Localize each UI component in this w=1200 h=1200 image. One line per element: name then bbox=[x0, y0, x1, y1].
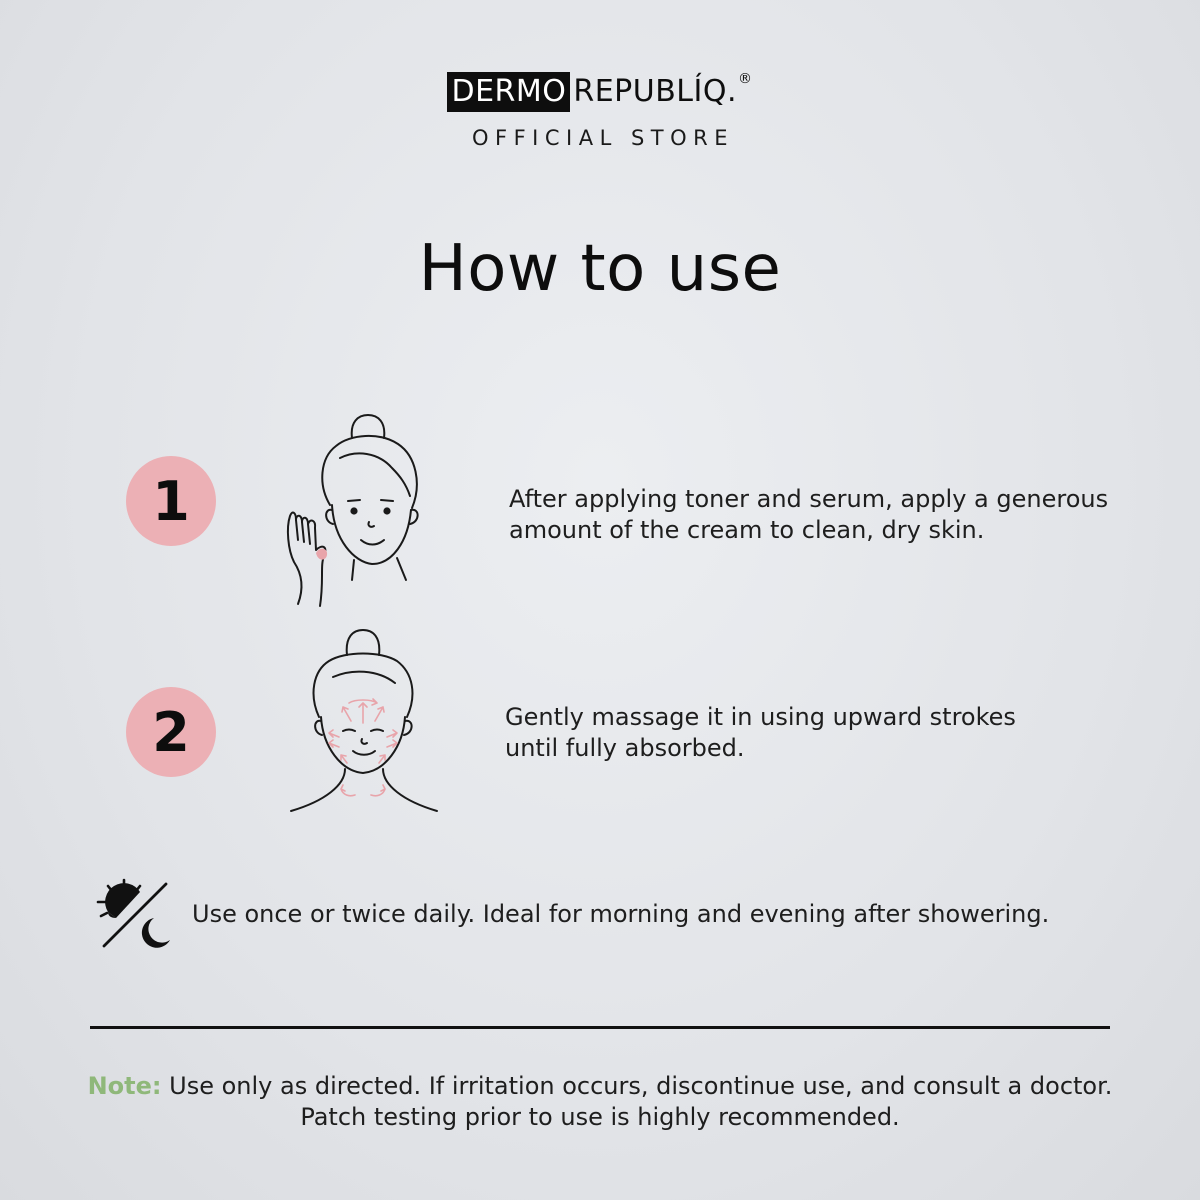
note-line-1 bbox=[0, 1071, 1200, 1102]
note-block bbox=[0, 1071, 1200, 1133]
frequency-text: Use once or twice daily. Ideal for morning and evening after showering. bbox=[192, 900, 1050, 928]
step-1-line-2: amount of the cream to clean, dry skin. bbox=[509, 516, 985, 544]
brand-header bbox=[0, 72, 1200, 150]
page-title: How to use bbox=[418, 232, 782, 306]
section-divider bbox=[90, 1026, 1110, 1029]
brand-logo bbox=[447, 72, 752, 112]
step-1-description bbox=[509, 484, 1189, 546]
note-line-2: Patch testing prior to use is highly recommended. bbox=[300, 1103, 900, 1131]
step-2-line-2: until fully absorbed. bbox=[505, 734, 745, 762]
step-2-description bbox=[505, 702, 1125, 764]
brand-logo-dermo: DERMO bbox=[447, 72, 570, 112]
registered-mark: ® bbox=[738, 71, 753, 87]
step-1-badge: 1 bbox=[126, 456, 216, 546]
note-label: Note: bbox=[87, 1072, 162, 1100]
face-massage-arrows-icon bbox=[285, 625, 445, 815]
step-2-line-1: Gently massage it in using upward strokes bbox=[505, 703, 1016, 731]
brand-subtitle: OFFICIAL STORE bbox=[471, 126, 735, 150]
step-2-badge: 2 bbox=[126, 687, 216, 777]
face-applying-cream-icon bbox=[280, 410, 440, 610]
step-1-line-1: After applying toner and serum, apply a generous bbox=[509, 485, 1109, 513]
sun-moon-icon bbox=[94, 878, 174, 950]
note-line-1-text: Use only as directed. If irritation occurs, discontinue use, and consult a doctor. bbox=[161, 1072, 1113, 1100]
brand-logo-republiq: REPUBLÍQ. bbox=[573, 74, 738, 109]
